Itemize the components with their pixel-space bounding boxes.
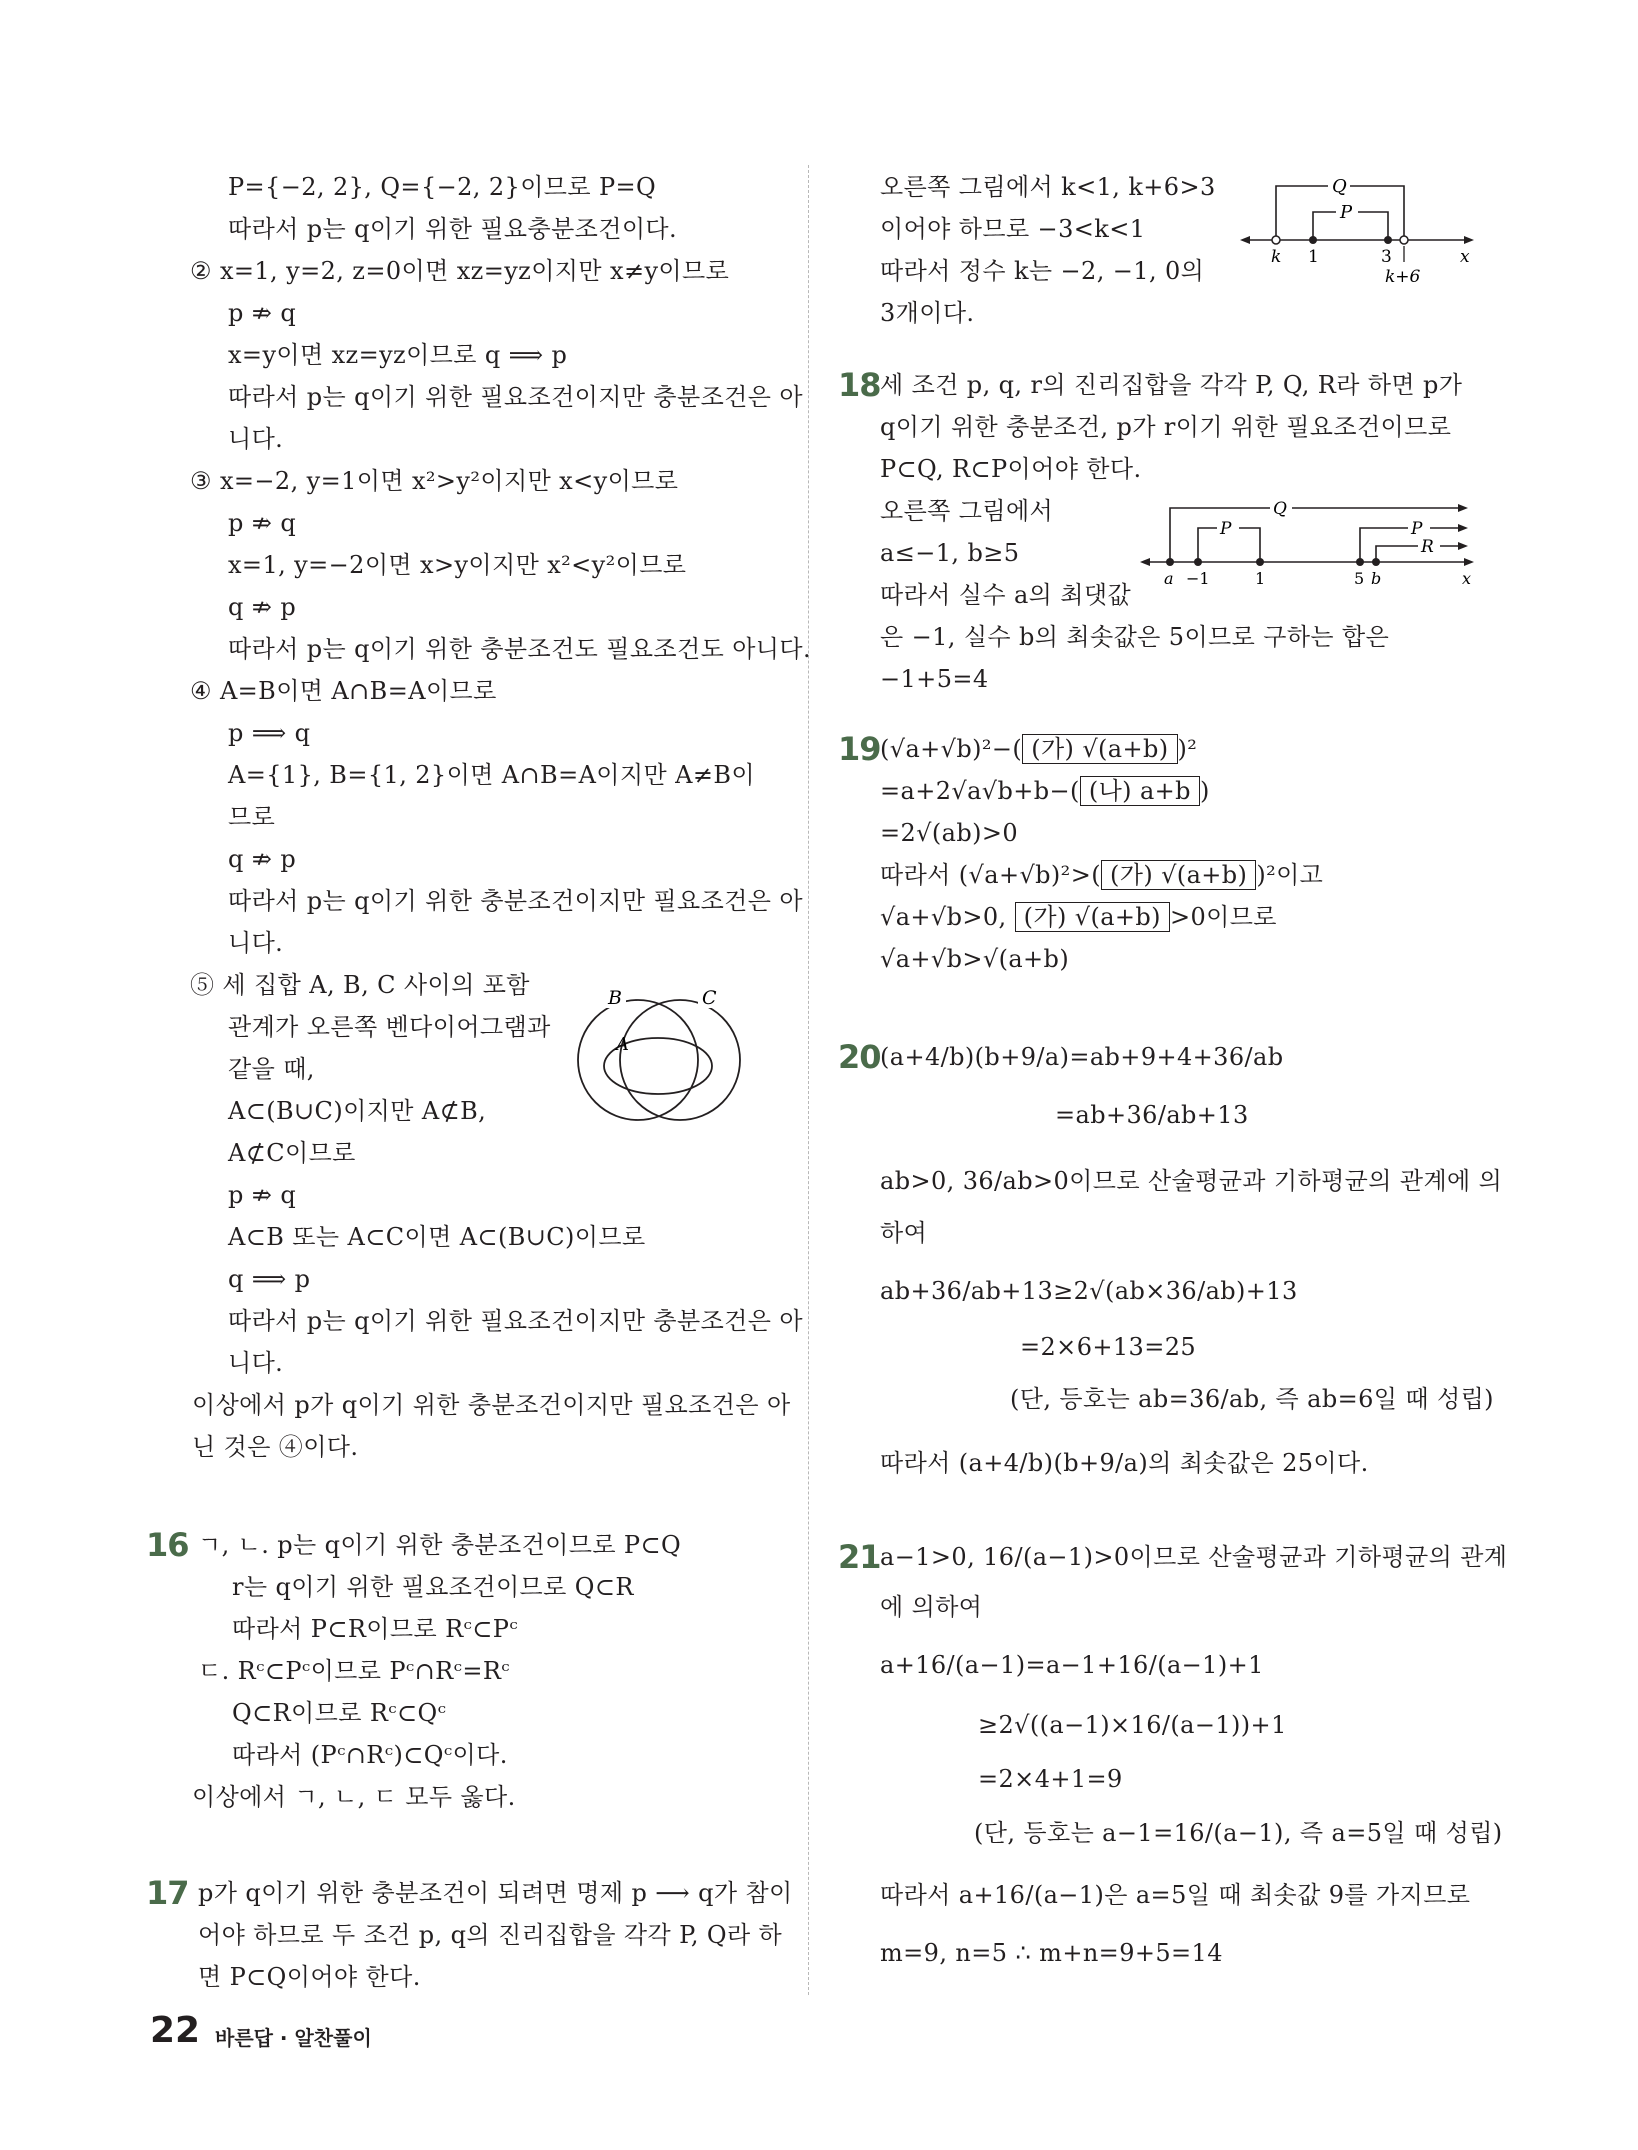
text-line: [880, 858, 1323, 892]
expr-part: )²: [1177, 735, 1198, 763]
text-line: =2×6+13=25: [1020, 1333, 1197, 1361]
text-line: p ⇏ q: [228, 299, 297, 327]
number-line-18: [1140, 496, 1480, 596]
text-line: ④ A=B이면 A∩B=A이므로: [190, 677, 497, 705]
label-q: Q: [1273, 499, 1287, 519]
label-r: R: [1421, 537, 1434, 557]
text-line: [880, 900, 1277, 934]
label-1: 1: [1255, 569, 1266, 588]
text-line: ≥2√((a−1)×16/(a−1))+1: [978, 1711, 1287, 1739]
text-line: 이상에서 ㄱ, ㄴ, ㄷ 모두 옳다.: [192, 1783, 516, 1811]
text-line: p ⟹ q: [228, 719, 311, 747]
text-line: 따라서 (Pᶜ∩Rᶜ)⊂Qᶜ이다.: [232, 1741, 508, 1769]
label-p: P: [1411, 519, 1423, 539]
text-line: q ⇏ p: [228, 593, 297, 621]
label-q: Q: [1332, 176, 1347, 197]
problem-number-19: 19: [838, 730, 881, 768]
text-line: ab>0, 36/ab>0이므로 산술평균과 기하평균의 관계에 의: [880, 1167, 1503, 1195]
text-line: (a+4/b)(b+9/a)=ab+9+4+36/ab: [880, 1043, 1284, 1071]
venn-label-b: B: [608, 987, 622, 1009]
number-line-17: [1240, 166, 1480, 286]
text-line: P⊂Q, R⊂P이어야 한다.: [880, 455, 1142, 483]
text-line: 따라서 실수 a의 최댓값: [880, 581, 1132, 609]
answer-box: (가) √(a+b): [1101, 860, 1256, 890]
label-x: x: [1462, 569, 1472, 588]
text-line: 오른쪽 그림에서 k<1, k+6>3: [880, 173, 1216, 201]
text-line: p가 q이기 위한 충분조건이 되려면 명제 p ⟶ q가 참이: [198, 1879, 793, 1907]
text-line: (단, 등호는 a−1=16/(a−1), 즉 a=5일 때 성립): [974, 1819, 1503, 1847]
problem-number-18: 18: [838, 366, 881, 404]
expr-part: (√a+√b)²−(: [880, 735, 1023, 763]
problem-number-17: 17: [146, 1874, 189, 1912]
label-a: a: [1164, 569, 1174, 588]
text-line: 니다.: [228, 425, 284, 453]
expr-part: 따라서 (√a+√b)²>(: [880, 861, 1101, 889]
text-line: 따라서 a+16/(a−1)은 a=5일 때 최솟값 9를 가지므로: [880, 1881, 1471, 1909]
text-line: r는 q이기 위한 필요조건이므로 Q⊂R: [232, 1573, 634, 1601]
label-b: b: [1371, 569, 1382, 588]
text-line: √a+√b>√(a+b): [880, 945, 1070, 973]
text-line: x=1, y=−2이면 x>y이지만 x²<y²이므로: [228, 551, 687, 579]
label-p: P: [1340, 202, 1353, 223]
text-line: ⑤ 세 집합 A, B, C 사이의 포함: [190, 971, 530, 999]
venn-diagram: [570, 980, 750, 1130]
text-line: 따라서 p는 q이기 위한 충분조건이지만 필요조건은 아: [228, 887, 803, 915]
text-line: a−1>0, 16/(a−1)>0이므로 산술평균과 기하평균의 관계: [880, 1543, 1508, 1571]
text-line: Q⊂R이므로 Rᶜ⊂Qᶜ: [232, 1699, 447, 1727]
book-title: 바른답 · 알찬풀이: [215, 2026, 372, 2050]
label-k: k: [1271, 247, 1282, 267]
text-line: ab+36/ab+13≥2√(ab×36/ab)+13: [880, 1277, 1298, 1305]
text-line: 하여: [880, 1219, 928, 1247]
answer-box: (가) √(a+b): [1022, 734, 1177, 764]
label-3: 3: [1381, 247, 1392, 267]
text-line: =2×4+1=9: [978, 1765, 1123, 1793]
text-line: 닌 것은 ④이다.: [192, 1433, 359, 1461]
label-5: 5: [1354, 569, 1365, 588]
text-line: 관계가 오른쪽 벤다이어그램과: [228, 1013, 551, 1041]
text-line: A={1}, B={1, 2}이면 A∩B=A이지만 A≠B이: [228, 761, 755, 789]
text-line: a≤−1, b≥5: [880, 539, 1020, 567]
text-line: =ab+36/ab+13: [1055, 1101, 1249, 1129]
text-line: A⊂(B∪C)이지만 A⊄B,: [228, 1097, 487, 1125]
text-line: 므로: [228, 803, 276, 831]
expr-part: )²이고: [1256, 861, 1324, 889]
label-p: P: [1220, 519, 1232, 539]
text-line: x=y이면 xz=yz이므로 q ⟹ p: [228, 341, 568, 369]
text-line: 니다.: [228, 1349, 284, 1377]
text-line: q이기 위한 충분조건, p가 r이기 위한 필요조건이므로: [880, 413, 1452, 441]
text-line: 세 조건 p, q, r의 진리집합을 각각 P, Q, R라 하면 p가: [880, 371, 1463, 399]
text-line: [880, 732, 1197, 766]
text-line: 따라서 P⊂R이므로 Rᶜ⊂Pᶜ: [232, 1615, 519, 1643]
text-line: 따라서 p는 q이기 위한 필요조건이지만 충분조건은 아: [228, 383, 803, 411]
text-line: ③ x=−2, y=1이면 x²>y²이지만 x<y이므로: [190, 467, 679, 495]
text-line: 같을 때,: [228, 1055, 315, 1083]
text-line: P={−2, 2}, Q={−2, 2}이므로 P=Q: [228, 173, 657, 201]
text-line: 3개이다.: [880, 299, 975, 327]
expr-part: ): [1199, 777, 1210, 805]
text-line: 은 −1, 실수 b의 최솟값은 5이므로 구하는 합은: [880, 623, 1390, 651]
expr-part: √a+√b>0,: [880, 903, 1007, 931]
answer-box: (가) √(a+b): [1015, 902, 1170, 932]
text-line: a+16/(a−1)=a−1+16/(a−1)+1: [880, 1651, 1264, 1679]
text-line: (단, 등호는 ab=36/ab, 즉 ab=6일 때 성립): [1010, 1385, 1494, 1413]
text-line: 따라서 정수 k는 −2, −1, 0의: [880, 257, 1205, 285]
text-line: A⊄C이므로: [228, 1139, 356, 1167]
text-line: 따라서 p는 q이기 위한 충분조건도 필요조건도 아니다.: [228, 635, 811, 663]
text-line: ② x=1, y=2, z=0이면 xz=yz이지만 x≠y이므로: [190, 257, 730, 285]
text-line: ㄱ, ㄴ. p는 q이기 위한 충분조건이므로 P⊂Q: [198, 1531, 682, 1559]
label-minus-1: −1: [1186, 569, 1210, 588]
text-line: 니다.: [228, 929, 284, 957]
text-line: 따라서 p는 q이기 위한 필요조건이지만 충분조건은 아: [228, 1307, 803, 1335]
text-line: 이상에서 p가 q이기 위한 충분조건이지만 필요조건은 아: [192, 1391, 791, 1419]
expr-part: =a+2√a√b+b−(: [880, 777, 1080, 805]
text-line: q ⇏ p: [228, 845, 297, 873]
label-x: x: [1460, 247, 1470, 267]
problem-number-16: 16: [146, 1526, 189, 1564]
text-line: 이어야 하므로 −3<k<1: [880, 215, 1146, 243]
text-line: p ⇏ q: [228, 1181, 297, 1209]
page-number: 22: [150, 2010, 201, 2051]
text-line: 에 의하여: [880, 1593, 983, 1621]
text-line: [880, 774, 1210, 808]
text-line: A⊂B 또는 A⊂C이면 A⊂(B∪C)이므로: [228, 1223, 646, 1251]
column-divider: [808, 165, 809, 1995]
answer-box: (나) a+b: [1080, 776, 1200, 806]
label-k-plus-6: k+6: [1385, 267, 1421, 286]
text-line: =2√(ab)>0: [880, 819, 1019, 847]
text-line: 면 P⊂Q이어야 한다.: [198, 1963, 421, 1991]
text-line: q ⟹ p: [228, 1265, 311, 1293]
venn-label-c: C: [702, 987, 717, 1009]
text-line: 따라서 (a+4/b)(b+9/a)의 최솟값은 25이다.: [880, 1449, 1369, 1477]
expr-part: >0이므로: [1169, 903, 1277, 931]
venn-label-a: A: [616, 1034, 629, 1055]
label-1: 1: [1308, 247, 1319, 267]
text-line: 어야 하므로 두 조건 p, q의 진리집합을 각각 P, Q라 하: [198, 1921, 783, 1949]
text-line: ㄷ. Rᶜ⊂Pᶜ이므로 Pᶜ∩Rᶜ=Rᶜ: [198, 1657, 511, 1685]
text-line: m=9, n=5 ∴ m+n=9+5=14: [880, 1939, 1223, 1967]
text-line: p ⇏ q: [228, 509, 297, 537]
text-line: −1+5=4: [880, 665, 989, 693]
text-line: 따라서 p는 q이기 위한 필요충분조건이다.: [228, 215, 678, 243]
problem-number-20: 20: [838, 1038, 881, 1076]
problem-number-21: 21: [838, 1538, 881, 1576]
text-line: 오른쪽 그림에서: [880, 497, 1054, 525]
